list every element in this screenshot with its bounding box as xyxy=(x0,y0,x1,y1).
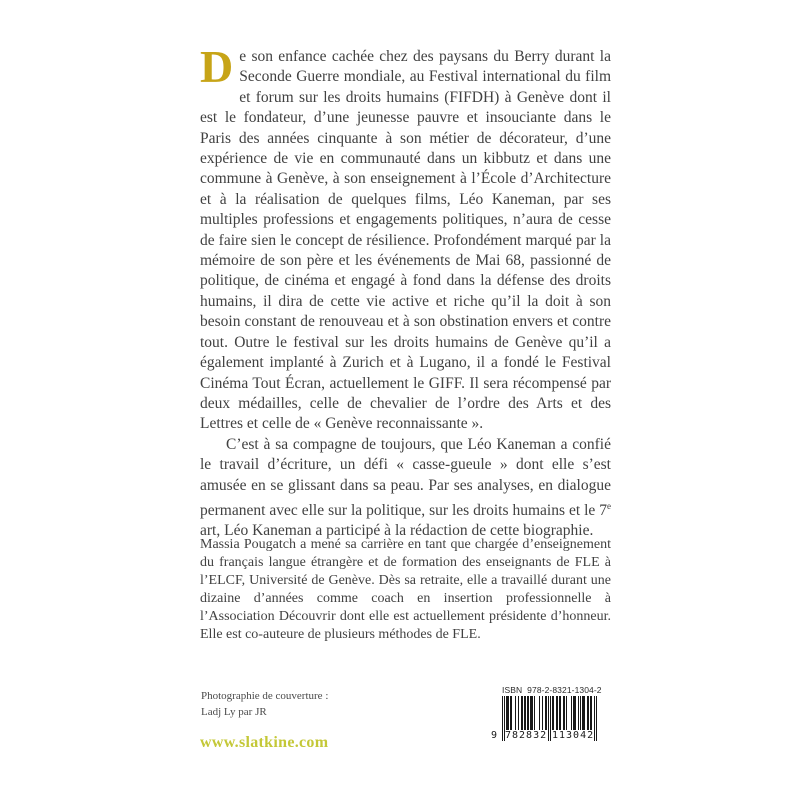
barcode-digit-group-1: 782832 xyxy=(505,730,548,741)
synopsis-paragraph-2-end: art, Léo Kaneman a participé à la rédaction de cette biographie. xyxy=(200,522,594,540)
photo-credit-line2: Ladj Ly par JR xyxy=(201,706,267,718)
author-bio-paragraph: Massia Pougatch a mené sa carrière en tant que chargée d’enseignement du français langue étrangère et de formation des enseignants de FLE à l’ELCF, Université de Genève. Dès sa retraite, elle a travaillé durant une dizaine d’années comme coach en insertion professionnelle à l’Association Découvrir dont elle est actuellement présidente d’honneur. Elle est co-auteure de plusieurs méthodes de FLE. xyxy=(200,537,611,642)
synopsis-block xyxy=(200,41,611,542)
isbn-barcode xyxy=(491,685,602,742)
synopsis-paragraph-2-text: C’est à sa compagne de toujours, que Léo Kaneman a confié le travail d’écriture, un défi « casse-gueule » dont elle s’est amusée en se glissant dans sa peau. Par ses analyses, en dialogue permanent avec elle sur la politique, sur les droits humains et le 7 xyxy=(200,435,611,519)
barcode-bars xyxy=(491,696,597,742)
seventh-art-superscript: e xyxy=(607,500,611,511)
isbn-number-label: ISBN 978-2-8321-1304-2 xyxy=(502,685,602,695)
publisher-website: www.slatkine.com xyxy=(200,734,329,751)
barcode-first-digit: 9 xyxy=(491,730,498,741)
photo-credit-line1: Photographie de couverture : xyxy=(201,690,329,702)
drop-cap: D xyxy=(200,41,234,92)
synopsis-paragraph-1 xyxy=(200,41,611,435)
synopsis-paragraph-2 xyxy=(200,435,611,542)
barcode-module xyxy=(596,696,597,741)
barcode-digit-group-2: 113042 xyxy=(552,730,595,741)
photo-credit xyxy=(201,688,328,720)
synopsis-paragraph-1-text: e son enfance cachée chez des paysans du Berry durant la Seconde Guerre mondiale, au Festival international du film et forum sur les droits humains (FIFDH) à Genève dont il est le fondateur, d’une jeunesse pauvre et insouciante dans le Paris des années cinquante à son métier de décorateur, d’une expérience de vie en communauté dans un kibbutz et dans une commune à Genève, à son enseignement à l’École d’Architecture et à la réalisation de quelques films, Léo Kaneman, par ses multiples professions et engagements politiques, n’aura de cesse de faire sien le concept de résilience. Profondément marqué par la mémoire de son père et les événements de Mai 68, passionné de politique, de cinéma et engagé à fond dans la défense des droits humains, il dira de cette vie active et riche qu’il la doit à son besoin constant de renouveau et à son obstination envers et contre tout. Outre le festival sur les droits humains de Genève qu’il a également implanté à Zurich et à Lugano, il a fondé le Festival Cinéma Tout Écran, actuellement le GIFF. Il sera récompensé par deux médailles, celle de chevalier de l’ordre des Arts et des Lettres et celle de « Genève reconnaissante ». xyxy=(200,48,611,433)
